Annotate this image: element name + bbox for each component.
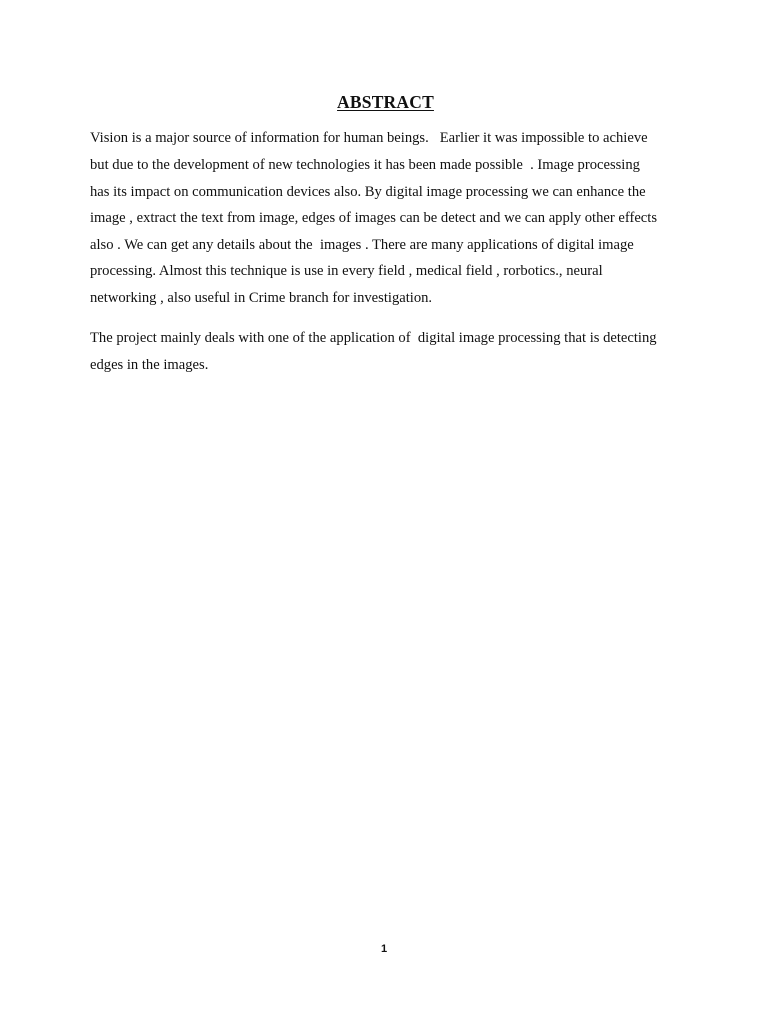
page-number: 1 bbox=[380, 943, 388, 955]
paragraph-line: edges in the images. bbox=[90, 357, 209, 373]
paragraph-line: The project mainly deals with one of the application of digital image processing that is detecting bbox=[90, 330, 657, 346]
paragraph-line: but due to the development of new technologies it has been made possible . Image processing bbox=[90, 157, 640, 173]
paragraph-line: networking , also useful in Crime branch for investigation. bbox=[90, 290, 433, 306]
paragraph-line: also . We can get any details about the images . There are many applications of digital image bbox=[90, 237, 634, 253]
page-title: ABSTRACT bbox=[337, 92, 434, 112]
paragraph-line: processing. Almost this technique is use in every field , medical field , rorbotics., neural bbox=[90, 263, 603, 279]
paragraph-line: Vision is a major source of information for human beings. Earlier it was impossible to achieve bbox=[90, 130, 648, 146]
paragraph-line: image , extract the text from image, edges of images can be detect and we can apply other effects bbox=[90, 210, 658, 226]
paragraph-line: has its impact on communication devices also. By digital image processing we can enhance the bbox=[90, 184, 646, 200]
